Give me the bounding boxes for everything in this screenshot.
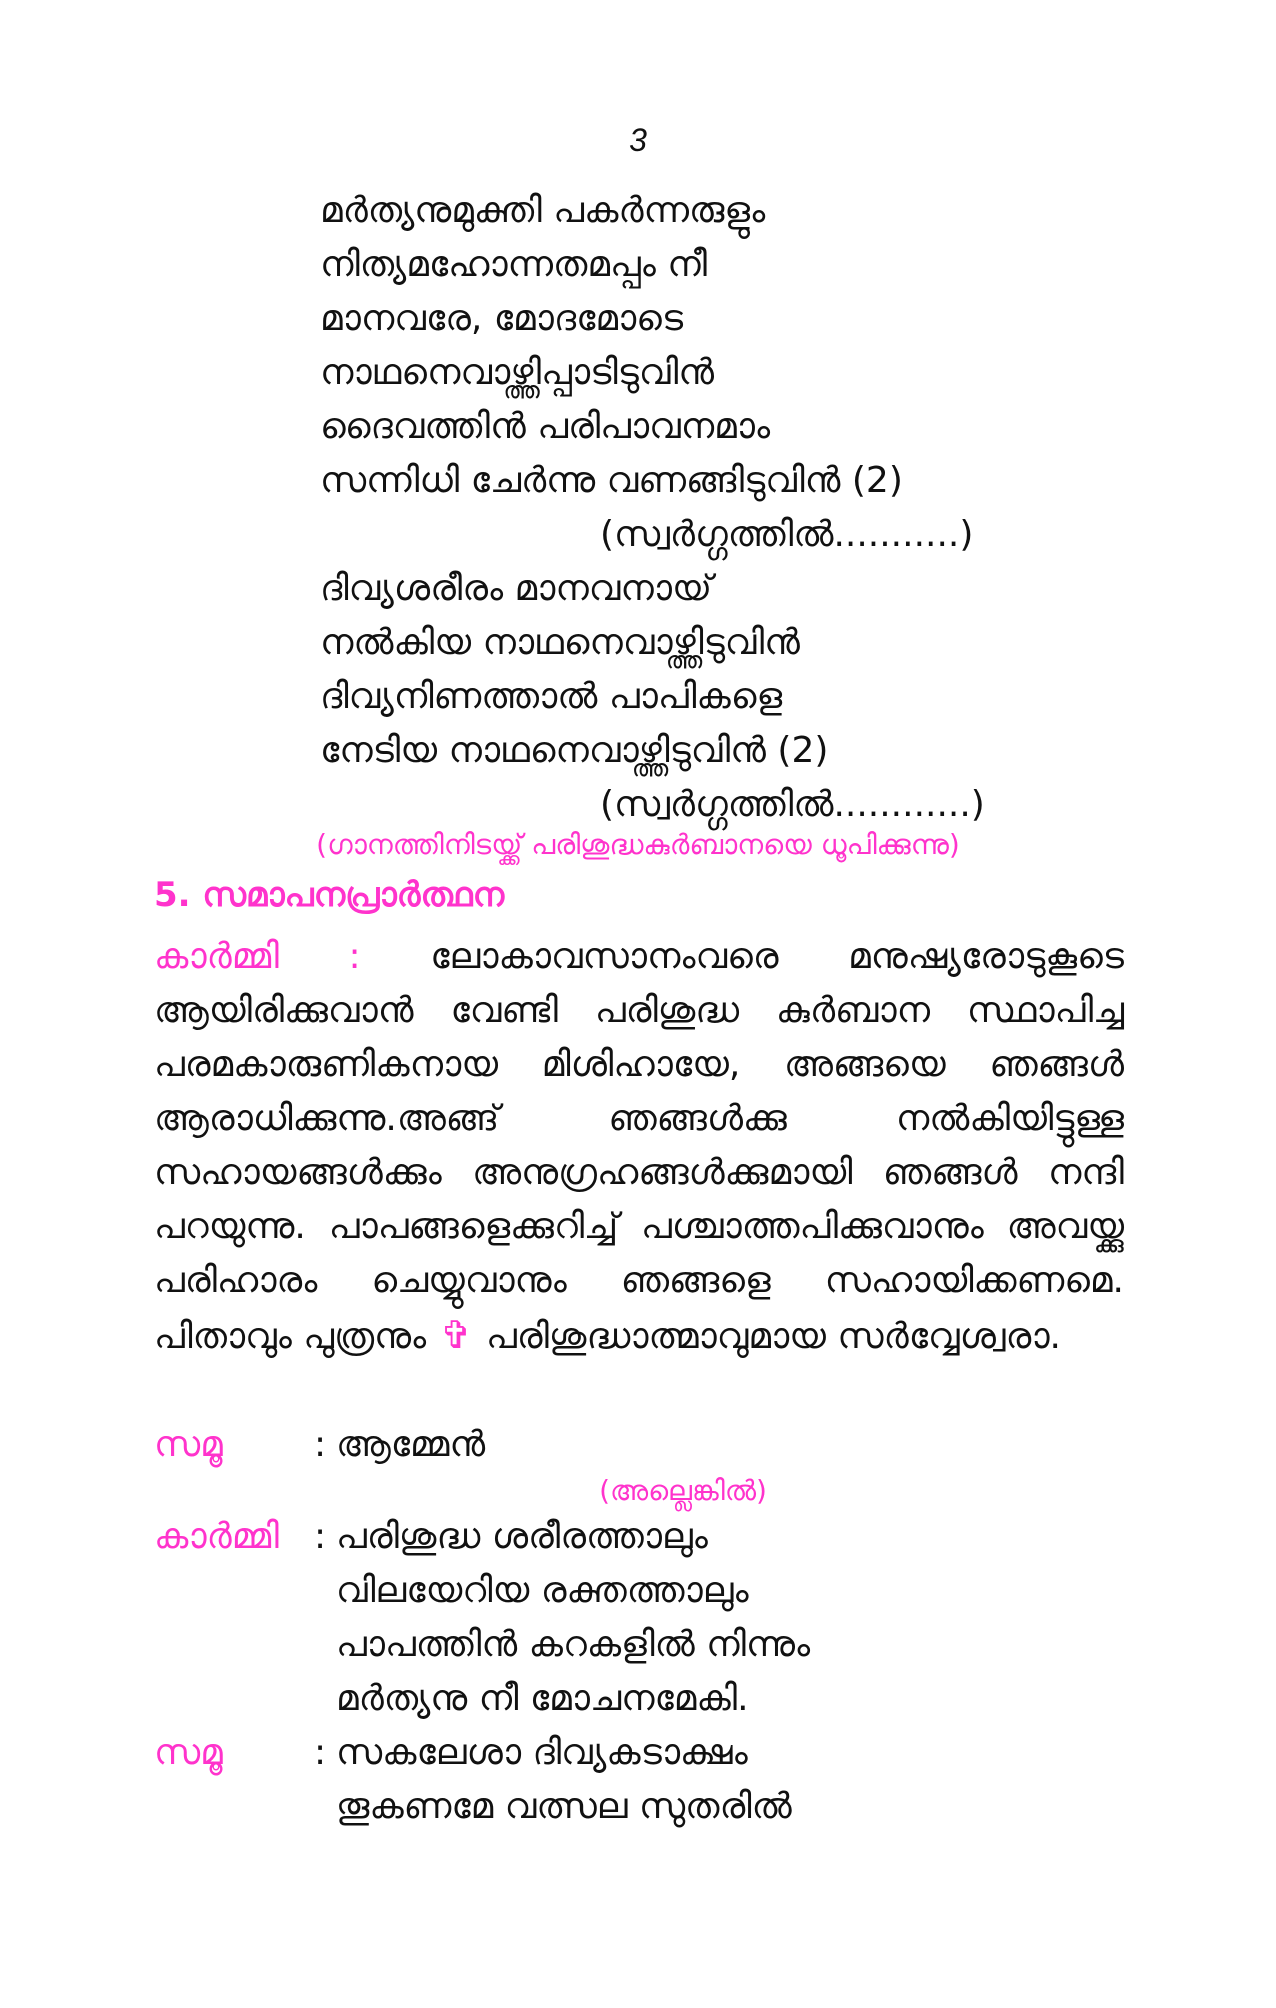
verse-line: നാഥനെവാഴ്ത്തിപ്പാടിടുവിൻ — [320, 352, 715, 393]
alt-people-line-1: സമൂ : സകലേശാ ദിവ്യകടാക്ഷം — [154, 1726, 748, 1780]
verse-line: ദൈവത്തിൻ പരിപാവനമാം — [320, 406, 771, 447]
speaker-label: സമൂ — [154, 1424, 223, 1465]
refrain-cue: (സ്വർഗ്ഗത്തിൽ............) — [600, 784, 985, 825]
cross-icon: ✞ — [440, 1313, 472, 1357]
verse-line: പരിശുദ്ധ ശരീരത്താലും — [336, 1516, 708, 1557]
speaker-label: കാർമ്മി — [154, 1516, 279, 1557]
section-heading: 5. സമാപനപ്രാർത്ഥന — [154, 875, 505, 915]
prayer-text: ലോകാവസാനംവരെ മനുഷ്യരോടുകൂടെ ആയിരിക്കുവാൻ വേണ്ടി പരിശുദ്ധ കുർബാന സ്ഥാപിച്ച പരമകാരുണികനായ മിശിഹായേ, അങ്ങയെ ഞങ്ങൾ ആരാധിക്കുന്നു.അങ്ങ് ഞങ്ങൾക്കു നൽകിയിട്ടുള്ള സഹായങ്ങൾക്കും അനുഗ്രഹങ്ങൾക്കുമായി ഞങ്ങൾ നന്ദി പറയുന്നു. പാപങ്ങളെക്കുറിച്ച് പശ്ചാത്തപിക്കുവാനും അവയ്ക്കു പരിഹാരം ചെയ്യുവാനും ഞങ്ങളെ സഹായിക്കണമെ. പിതാവും പുത്രനും — [154, 936, 1124, 1357]
alt-priest-line-1: കാർമ്മി : പരിശുദ്ധ ശരീരത്താലും — [154, 1510, 708, 1564]
speaker-label: കാർമ്മി : — [154, 936, 361, 977]
rubric-incense: (ഗാനത്തിനിടയ്ക്ക് പരിശുദ്ധകുർബാനയെ ധൂപിക്കുന്നു) — [316, 828, 960, 861]
verse-line: നൽകിയ നാഥനെവാഴ്ത്തിടുവിൻ — [320, 622, 800, 663]
verse-line: വിലയേറിയ രക്തത്താലും — [336, 1570, 749, 1611]
verse-line: നേടിയ നാഥനെവാഴ്ത്തിടുവിൻ (2) — [320, 730, 829, 771]
verse-line: തൂകണമേ വത്സല സുതരിൽ — [336, 1786, 792, 1827]
verse-line: ദിവ്യശരീരം മാനവനായ് — [320, 568, 713, 609]
verse-line: നിത്യമഹോന്നതമപ്പം നീ — [320, 244, 708, 285]
verse-line: മാനവരേ, മോദമോടെ — [320, 298, 684, 339]
prayer-text-end: പരിശുദ്ധാത്മാവുമായ സർവ്വേശ്വരാ. — [485, 1316, 1061, 1357]
people-response: സമൂ : ആമ്മേൻ — [154, 1418, 485, 1472]
hymn-verses — [320, 184, 985, 832]
verse-line: സന്നിധി ചേർന്നു വണങ്ങിടുവിൻ (2) — [320, 460, 903, 501]
verse-line: മർത്യനു നീ മോചനമേകി. — [336, 1678, 749, 1719]
rubric-alternative: (അല്ലെങ്കിൽ) — [599, 1474, 767, 1507]
page-number: 3 — [629, 122, 647, 158]
verse-line: ദിവ്യനിണത്താൽ പാപികളെ — [320, 676, 783, 717]
verse-line: സകലേശാ ദിവ്യകടാക്ഷം — [336, 1732, 748, 1773]
speaker-label: സമൂ — [154, 1732, 223, 1773]
response-text: ആമ്മേൻ — [336, 1424, 486, 1465]
verse-line: പാപത്തിൻ കറകളിൽ നിന്നും — [336, 1624, 811, 1665]
refrain-cue: (സ്വർഗ്ഗത്തിൽ...........) — [600, 514, 974, 555]
verse-line: മർത്യനുമുക്തി പകർന്നരുളും — [320, 190, 766, 231]
concluding-prayer — [154, 930, 1124, 1364]
